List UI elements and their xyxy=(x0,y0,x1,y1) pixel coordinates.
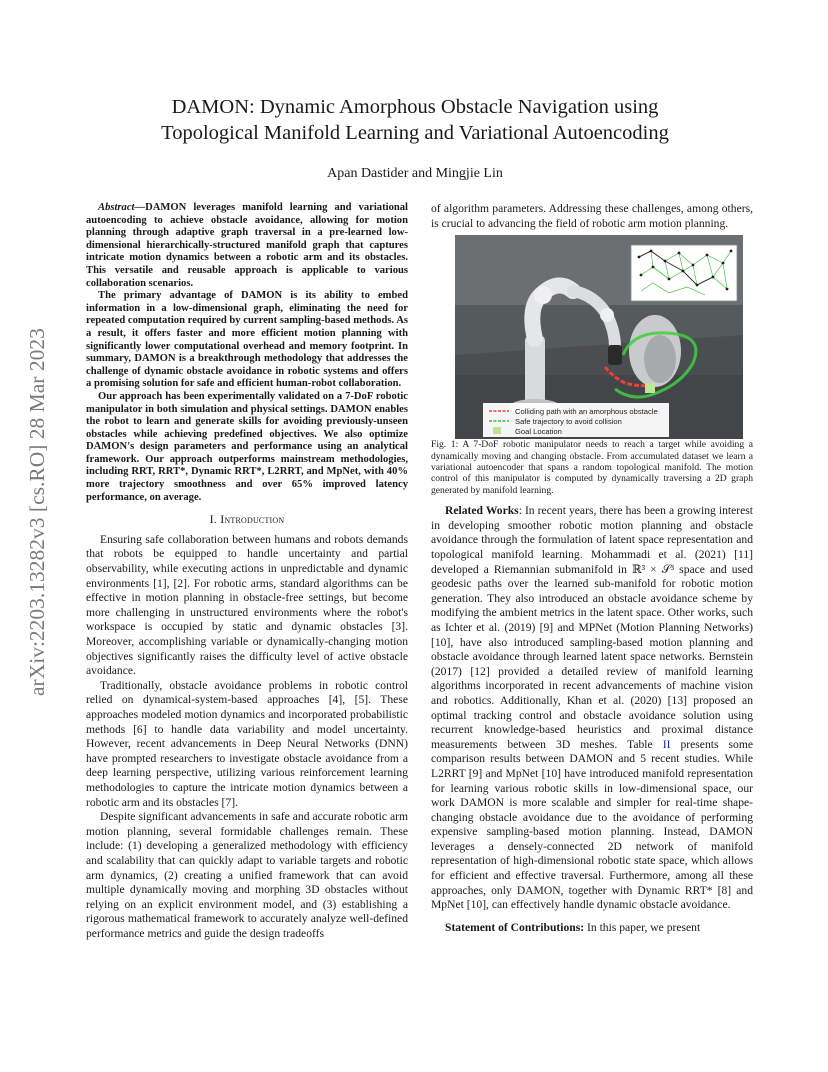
related-works-heading: Related Works xyxy=(445,504,519,518)
intro-paragraph-1: Ensuring safe collaboration between humans and robots demands that robots be equipped to handle uncertainty and partial observability, while executing actions in unpredictable and dynamic environments [1], [2]. For robotic arms, standard algorithms can be effective in motion planning in obstacle-free settings, but become more challenging in unstructured environments where the robot's workspace is occupied by static and dynamic obstacles [3]. Moreover, accomplishing variable or dynamically-changing motion objectives significantly raises the difficulty level of active obstacle avoidance. xyxy=(86,532,408,678)
contributions-text: In this paper, we present xyxy=(584,920,701,934)
legend-colliding-path: Colliding path with an amorphous obstacle xyxy=(515,407,658,417)
arxiv-watermark xyxy=(14,282,54,702)
left-column xyxy=(86,202,408,941)
right-continuation-paragraph: of algorithm parameters. Addressing these challenges, among others, is crucial to advancing the field of robotic arm motion planning. xyxy=(431,202,753,230)
paper-title xyxy=(90,94,740,146)
related-works-text-a: : In recent years, there has been a growing interest in developing smoother robotic motion planning and obstacle avoidance through the formulation of latent space representation and topological manifold learning. Mohammadi et al. (2021) [11] developed a Riemannian submanifold in ℝ³ × 𝒮³ space and used geodesic paths over the learned sub-manifold for robotic motion generation. They also introduced an obstacle avoidance scheme by modifying the ambient metrics in the latent space. Other works, such as Ichter et al. (2019) [9] and MPNet (Motion Planning Networks) [10], have also introduced sampling-based motion planning and obstacle avoidance through learned latent space networks. Bernstein (2017) [12] provided a detailed review of manifold learning algorithms incorporated in recent advancements of machine vision and robotics. Additionally, Khan et al. (2020) [13] proposed an optimal tracking control and obstacle avoidance solution using recurrent knowledge-based heuristics and proximal distance measurements between 3D meshes. Table xyxy=(431,504,753,751)
title-line-2: Topological Manifold Learning and Variational Autoencoding xyxy=(161,122,669,144)
abstract-paragraph-1: DAMON leverages manifold learning and variational autoencoding to achieve obstacle avoidance, allowing for motion planning through adaptive graph traversal in a pre-learned low-dimensional hierarchically-structured manifold graph that captures intricate motion dynamics between a robotic arm and its obstacles. This versatile and reusable approach is applicable to various collaboration scenarios. xyxy=(86,202,408,289)
title-line-1: DAMON: Dynamic Amorphous Obstacle Navigation using xyxy=(171,96,659,118)
author-list: Apan Dastider and Mingjie Lin xyxy=(327,166,503,181)
robot-scene-illustration xyxy=(455,235,743,439)
related-works-paragraph xyxy=(431,504,753,913)
legend-safe-trajectory: Safe trajectory to avoid collision xyxy=(515,417,622,427)
table-reference-link[interactable]: II xyxy=(662,737,671,751)
abstract-label: Abstract xyxy=(98,202,135,213)
intro-paragraph-3: Despite significant advancements in safe and accurate robotic arm motion planning, several formidable challenges remain. These include: (1) developing a generalized methodology with efficiency and scalability that can quickly adapt to variable targets and robotic arm dynamics, (2) creating a unified framework that can avoid multiple dynamically moving and morphing 3D obstacles without relying on an explicit environment model, and (3) establishing a rigorous mathematical framework to accurately analyze well-defined performance metrics and guide the design tradeoffs xyxy=(86,810,408,940)
intro-paragraph-2: Traditionally, obstacle avoidance problems in robotic control relied on dynamical-system-based approaches [4], [5]. These approaches modeled motion dynamics and incorporated probabilistic methods [6] to handle data variability and model uncertainty. However, recent advancements in Deep Neural Networks (DNN) have prompted researchers to investigate obstacle avoidance from a deep learning perspective, utilizing various reinforcement learning methodologies to capture the intricate motion dynamics between a robotic arm and its obstacles [7]. xyxy=(86,678,408,809)
right-column xyxy=(431,202,753,935)
abstract-paragraph-2: The primary advantage of DAMON is its ability to embed information in a low-dimensional graph, eliminating the need for repeated computation required by current sampling-based methods. As a result, it offers faster and more efficient motion planning with significantly lower computational overhead and memory footprint. In summary, DAMON is a breakthrough methodology that addresses the challenge of dynamic obstacle avoidance in robotic systems and offers a promising solution for safe and efficient human-robot collaboration. xyxy=(86,290,408,390)
abstract-paragraph-3: Our approach has been experimentally validated on a 7-DoF robotic manipulator in both simulation and physical settings. DAMON enables the robot to learn and generate skills for avoiding previously-unseen obstacles while achieving predefined objectives. We also optimize DAMON's design parameters and performance using an analytical framework. Our approach outperforms mainstream methodologies, including RRT, RRT*, Dynamic RRT*, L2RRT, and MpNet, with 40% more trajectory smoothness and over 65% improved latency performance, on average. xyxy=(86,390,408,503)
abstract xyxy=(86,202,408,504)
contributions-heading: Statement of Contributions: xyxy=(445,920,585,934)
contributions-paragraph xyxy=(431,921,753,936)
figure-robot-manipulator xyxy=(455,235,743,439)
legend-goal-location: Goal Location xyxy=(515,427,562,437)
figure-caption: Fig. 1: A 7-DoF robotic manipulator needs to reach a target while avoiding a dynamically moving and changing obstacle. From accumulated dataset we learn a variational autoencoder that spans a random topological manifold. The motion control of this manipulator is computed by dynamically traversing a 2D graph generated by manifold learning. xyxy=(431,439,753,496)
section-heading-introduction: I. Introduction xyxy=(209,512,285,527)
abstract-dash: — xyxy=(134,202,146,213)
related-works-text-b: presents some comparison results between DAMON and 5 recent studies. While L2RRT [9] and MpNet [10] have introduced manifold representation for learning various robotic skills in low-dimensional space, our work DAMON is more scalable and simpler for real-time shape-changing obstacle avoidance due to the avoidance of performing expensive sampling-based motion planning. Instead, DAMON leverages a densely-connected 2D network of manifold representation of high-dimensional robotic state space, which allows for efficient and effective traversal. Furthermore, among all these approaches, only DAMON, together with Dynamic RRT* [8] and MpNet [10], can effectively handle dynamic obstacle avoidance. xyxy=(431,737,753,912)
arxiv-watermark-text: arXiv:2203.13282v3 [cs.RO] 28 Mar 2023 xyxy=(25,328,49,696)
